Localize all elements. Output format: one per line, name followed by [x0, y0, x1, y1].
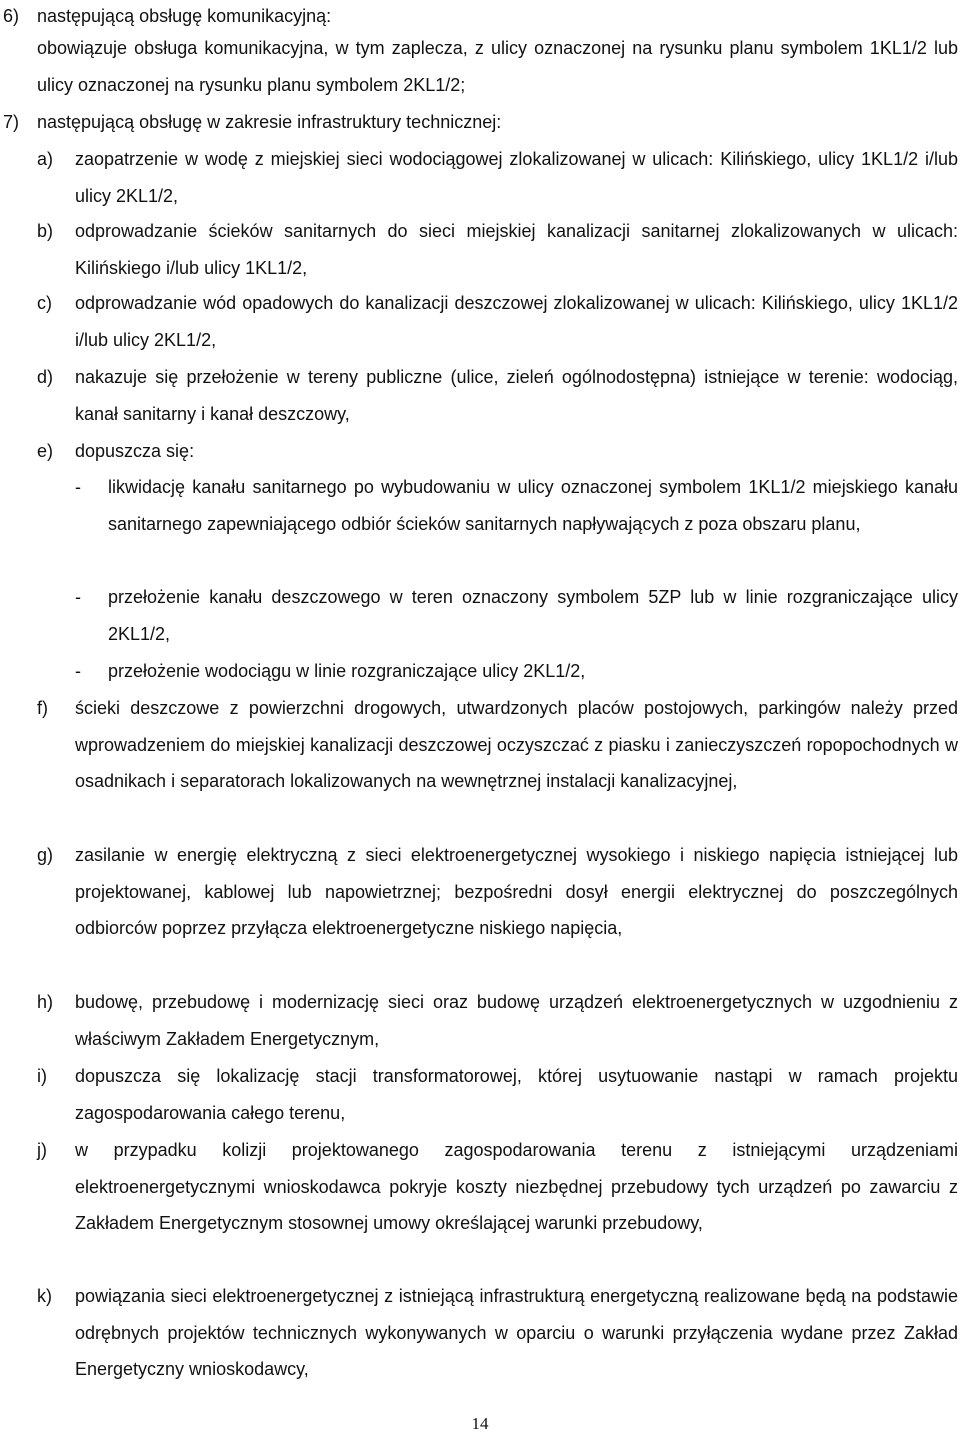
item-letter: e) [37, 441, 54, 461]
item-letter: a) [37, 149, 54, 169]
item-text: nakazuje się przełożenie w tereny publiczne (ulice, zieleń ogólnodostępna) istniejące w terenie: wodociąg, kanał sanitarny i kanał deszczowy, [75, 367, 958, 424]
item-letter: i) [37, 1066, 47, 1086]
item-letter: j) [37, 1140, 47, 1160]
item-text: likwidację kanału sanitarnego po wybudowaniu w ulicy oznaczonej symbolem 1KL1/2 miejskiego kanału sanitarnego zapewniającego odbiór ścieków sanitarnych napływających z poza obszaru planu, [108, 477, 958, 534]
item-text: budowę, przebudowę i modernizację sieci oraz budowę urządzeń elektroenergetycznych w uzgodnieniu z właściwym Zakładem Energetycznym, [75, 992, 958, 1049]
page-number: 14 [471, 1414, 489, 1433]
dash-bullet: - [75, 587, 81, 607]
item-letter: c) [37, 293, 52, 313]
item-text: przełożenie kanału deszczowego w teren oznaczony symbolem 5ZP lub w linie rozgraniczające ulicy 2KL1/2, [108, 587, 958, 644]
item-number: 7) [3, 112, 20, 132]
item-letter: b) [37, 221, 54, 241]
item-text: powiązania sieci elektroenergetycznej z istniejącą infrastrukturą energetyczną realizowane będą na podstawie odrębnych projektów technicznych wykonywanych w oparciu o warunki przyłączenia wydane przez Zakład Energetyczny wnioskodawcy, [75, 1286, 958, 1379]
item-letter: f) [37, 698, 48, 718]
item-text: zasilanie w energię elektryczną z sieci elektroenergetycznej wysokiego i niskiego napięcia istniejącej lub projektowanej, kablowej lub napowietrznej; bezpośredni dosył energii elektrycznej do poszczególnych odbiorców poprzez przyłącza elektroenergetyczne niskiego napięcia, [75, 845, 958, 938]
item-text: odprowadzanie wód opadowych do kanalizacji deszczowej zlokalizowanej w ulicach: Kilińskiego, ulicy 1KL1/2 i/lub ulicy 2KL1/2, [75, 293, 958, 350]
item-text: w przypadku kolizji projektowanego zagospodarowania terenu z istniejącymi urządzeniami elektroenergetycznymi wnioskodawca pokryje koszty niezbędnej przebudowy tych urządzeń po zawarciu z Zakładem Energetycznym stosownej umowy określającej warunki przebudowy, [75, 1140, 958, 1233]
item-text: ścieki deszczowe z powierzchni drogowych, utwardzonych placów postojowych, parkingów należy przed wprowadzeniem do miejskiej kanalizacji deszczowej oczyszczać z piasku i zanieczyszczeń ropopochodnych w osadnikach i separatorach lokalizowanych na wewnętrznej instalacji kanalizacyjnej, [75, 698, 958, 791]
dash-bullet: - [75, 477, 81, 497]
item-text: odprowadzanie ścieków sanitarnych do sieci miejskiej kanalizacji sanitarnej zlokalizowanych w ulicach: Kilińskiego i/lub ulicy 1KL1/2, [75, 221, 958, 278]
item-letter: k) [37, 1286, 52, 1306]
dash-bullet: - [75, 661, 81, 681]
item-letter: d) [37, 367, 54, 387]
item-text: przełożenie wodociągu w linie rozgraniczające ulicy 2KL1/2, [108, 661, 586, 681]
item-text: dopuszcza się: [75, 441, 195, 461]
item-text: zaopatrzenie w wodę z miejskiej sieci wodociągowej zlokalizowanej w ulicach: Kilińskiego, ulicy 1KL1/2 i/lub ulicy 2KL1/2, [75, 149, 958, 206]
item-letter: g) [37, 845, 54, 865]
item-letter: h) [37, 992, 54, 1012]
item-number: 6) [3, 6, 20, 26]
item-text: dopuszcza się lokalizację stacji transformatorowej, której usytuowanie nastąpi w ramach projektu zagospodarowania całego terenu, [75, 1066, 958, 1123]
item-text: następującą obsługę komunikacyjną: [37, 6, 332, 26]
item-text: obowiązuje obsługa komunikacyjna, w tym zaplecza, z ulicy oznaczonej na rysunku planu symbolem 1KL1/2 lub ulicy oznaczonej na rysunku planu symbolem 2KL1/2; [37, 38, 958, 95]
item-text: następującą obsługę w zakresie infrastruktury technicznej: [37, 112, 502, 132]
